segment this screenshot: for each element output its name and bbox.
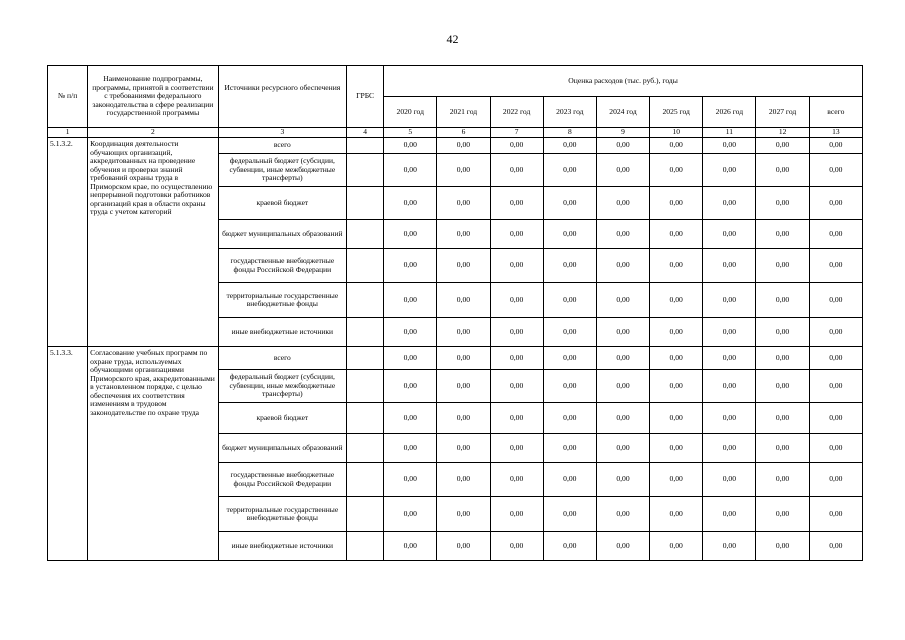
amount-cell: 0,00 — [596, 154, 649, 187]
amount-cell: 0,00 — [384, 220, 437, 249]
column-number: 11 — [703, 128, 756, 138]
amount-cell: 0,00 — [703, 403, 756, 434]
grbs-cell — [347, 463, 384, 497]
amount-cell: 0,00 — [490, 138, 543, 154]
amount-cell: 0,00 — [384, 347, 437, 370]
amount-cell: 0,00 — [809, 318, 862, 347]
column-number: 2 — [88, 128, 218, 138]
amount-cell: 0,00 — [437, 220, 490, 249]
amount-cell: 0,00 — [437, 370, 490, 403]
grbs-cell — [347, 138, 384, 154]
amount-cell: 0,00 — [543, 283, 596, 318]
amount-cell: 0,00 — [596, 283, 649, 318]
funding-source: иные внебюджетные источники — [218, 318, 346, 347]
amount-cell: 0,00 — [703, 187, 756, 220]
column-number: 8 — [543, 128, 596, 138]
amount-cell: 0,00 — [703, 283, 756, 318]
amount-cell: 0,00 — [809, 187, 862, 220]
grbs-cell — [347, 532, 384, 561]
header-row — [48, 66, 863, 97]
amount-cell: 0,00 — [490, 187, 543, 220]
table-row — [48, 347, 863, 370]
header-grbs: ГРБС — [347, 66, 384, 128]
grbs-cell — [347, 283, 384, 318]
column-number: 10 — [650, 128, 703, 138]
amount-cell: 0,00 — [384, 497, 437, 532]
amount-cell: 0,00 — [437, 434, 490, 463]
amount-cell: 0,00 — [596, 347, 649, 370]
header-year: 2024 год — [596, 97, 649, 128]
amount-cell: 0,00 — [596, 497, 649, 532]
amount-cell: 0,00 — [650, 434, 703, 463]
amount-cell: 0,00 — [596, 318, 649, 347]
grbs-cell — [347, 497, 384, 532]
amount-cell: 0,00 — [384, 370, 437, 403]
amount-cell: 0,00 — [809, 138, 862, 154]
amount-cell: 0,00 — [703, 434, 756, 463]
column-number: 13 — [809, 128, 862, 138]
amount-cell: 0,00 — [596, 220, 649, 249]
header-year: 2023 год — [543, 97, 596, 128]
amount-cell: 0,00 — [809, 497, 862, 532]
amount-cell: 0,00 — [650, 370, 703, 403]
amount-cell: 0,00 — [650, 138, 703, 154]
column-number: 3 — [218, 128, 346, 138]
amount-cell: 0,00 — [756, 249, 809, 283]
header-year: 2027 год — [756, 97, 809, 128]
amount-cell: 0,00 — [809, 434, 862, 463]
amount-cell: 0,00 — [756, 434, 809, 463]
column-number: 7 — [490, 128, 543, 138]
amount-cell: 0,00 — [756, 220, 809, 249]
column-number: 4 — [347, 128, 384, 138]
amount-cell: 0,00 — [543, 463, 596, 497]
funding-source: федеральный бюджет (субсидии, субвенции, иные межбюджетные трансферты) — [218, 154, 346, 187]
amount-cell: 0,00 — [437, 403, 490, 434]
amount-cell: 0,00 — [596, 249, 649, 283]
grbs-cell — [347, 187, 384, 220]
amount-cell: 0,00 — [703, 318, 756, 347]
amount-cell: 0,00 — [703, 138, 756, 154]
amount-cell: 0,00 — [756, 463, 809, 497]
amount-cell: 0,00 — [437, 318, 490, 347]
amount-cell: 0,00 — [809, 403, 862, 434]
amount-cell: 0,00 — [809, 532, 862, 561]
column-number: 12 — [756, 128, 809, 138]
amount-cell: 0,00 — [490, 249, 543, 283]
grbs-cell — [347, 318, 384, 347]
amount-cell: 0,00 — [809, 370, 862, 403]
funding-source: иные внебюджетные источники — [218, 532, 346, 561]
amount-cell: 0,00 — [543, 220, 596, 249]
amount-cell: 0,00 — [809, 154, 862, 187]
amount-cell: 0,00 — [809, 347, 862, 370]
amount-cell: 0,00 — [650, 220, 703, 249]
amount-cell: 0,00 — [596, 403, 649, 434]
amount-cell: 0,00 — [756, 187, 809, 220]
amount-cell: 0,00 — [703, 347, 756, 370]
page-number: 42 — [446, 32, 459, 46]
amount-cell: 0,00 — [809, 220, 862, 249]
amount-cell: 0,00 — [703, 532, 756, 561]
column-number: 6 — [437, 128, 490, 138]
amount-cell: 0,00 — [596, 463, 649, 497]
amount-cell: 0,00 — [756, 403, 809, 434]
amount-cell: 0,00 — [543, 138, 596, 154]
table-row — [48, 138, 863, 154]
amount-cell: 0,00 — [437, 497, 490, 532]
amount-cell: 0,00 — [437, 283, 490, 318]
amount-cell: 0,00 — [596, 138, 649, 154]
amount-cell: 0,00 — [490, 220, 543, 249]
amount-cell: 0,00 — [650, 347, 703, 370]
amount-cell: 0,00 — [543, 434, 596, 463]
amount-cell: 0,00 — [384, 154, 437, 187]
header-year: 2022 год — [490, 97, 543, 128]
amount-cell: 0,00 — [384, 434, 437, 463]
amount-cell: 0,00 — [437, 463, 490, 497]
amount-cell: 0,00 — [703, 370, 756, 403]
header-year: всего — [809, 97, 862, 128]
funding-source: государственные внебюджетные фонды Российской Федерации — [218, 463, 346, 497]
amount-cell: 0,00 — [384, 463, 437, 497]
amount-cell: 0,00 — [650, 249, 703, 283]
activity-name: Координация деятельности обучающих организаций, аккредитованных на проведение обучения и проверки знаний требований охраны труда в Приморском крае, по осуществлению непрерывной подготовки работников организаций края в области охраны труда с учетом категорий — [88, 138, 218, 347]
amount-cell: 0,00 — [650, 318, 703, 347]
amount-cell: 0,00 — [596, 434, 649, 463]
amount-cell: 0,00 — [650, 403, 703, 434]
amount-cell: 0,00 — [809, 249, 862, 283]
column-number-row — [48, 128, 863, 138]
funding-source: бюджет муниципальных образований — [218, 434, 346, 463]
amount-cell: 0,00 — [384, 283, 437, 318]
amount-cell: 0,00 — [650, 187, 703, 220]
column-number: 1 — [48, 128, 88, 138]
grbs-cell — [347, 370, 384, 403]
amount-cell: 0,00 — [490, 347, 543, 370]
amount-cell: 0,00 — [490, 283, 543, 318]
grbs-cell — [347, 403, 384, 434]
amount-cell: 0,00 — [543, 347, 596, 370]
column-number: 5 — [384, 128, 437, 138]
amount-cell: 0,00 — [543, 532, 596, 561]
amount-cell: 0,00 — [596, 370, 649, 403]
amount-cell: 0,00 — [756, 138, 809, 154]
amount-cell: 0,00 — [437, 187, 490, 220]
amount-cell: 0,00 — [756, 318, 809, 347]
amount-cell: 0,00 — [490, 154, 543, 187]
amount-cell: 0,00 — [543, 187, 596, 220]
header-name: Наименование подпрограммы, программы, принятой в соответствии с требованиями федерального законодательства в сфере реализации государственной программы — [88, 66, 218, 128]
funding-source: государственные внебюджетные фонды Российской Федерации — [218, 249, 346, 283]
amount-cell: 0,00 — [543, 497, 596, 532]
amount-cell: 0,00 — [756, 497, 809, 532]
amount-cell: 0,00 — [596, 187, 649, 220]
amount-cell: 0,00 — [437, 347, 490, 370]
amount-cell: 0,00 — [490, 463, 543, 497]
amount-cell: 0,00 — [543, 249, 596, 283]
amount-cell: 0,00 — [650, 463, 703, 497]
funding-source: краевой бюджет — [218, 403, 346, 434]
amount-cell: 0,00 — [596, 532, 649, 561]
header-num: № п/п — [48, 66, 88, 128]
header-year: 2026 год — [703, 97, 756, 128]
amount-cell: 0,00 — [703, 497, 756, 532]
grbs-cell — [347, 434, 384, 463]
amount-cell: 0,00 — [809, 283, 862, 318]
amount-cell: 0,00 — [543, 403, 596, 434]
amount-cell: 0,00 — [756, 154, 809, 187]
activity-name: Согласование учебных программ по охране труда, используемых обучающими организациями Приморского края, аккредитованными в установленном порядке, с целью обеспечения их соответствия изменениям в трудовом законодательстве по охране труда — [88, 347, 218, 561]
amount-cell: 0,00 — [650, 497, 703, 532]
amount-cell: 0,00 — [490, 434, 543, 463]
amount-cell: 0,00 — [437, 154, 490, 187]
amount-cell: 0,00 — [703, 249, 756, 283]
amount-cell: 0,00 — [384, 403, 437, 434]
funding-source: федеральный бюджет (субсидии, субвенции, иные межбюджетные трансферты) — [218, 370, 346, 403]
amount-cell: 0,00 — [756, 370, 809, 403]
row-id: 5.1.3.3. — [48, 347, 88, 561]
amount-cell: 0,00 — [756, 347, 809, 370]
grbs-cell — [347, 347, 384, 370]
header-year: 2021 год — [437, 97, 490, 128]
amount-cell: 0,00 — [703, 154, 756, 187]
amount-cell: 0,00 — [543, 370, 596, 403]
grbs-cell — [347, 154, 384, 187]
amount-cell: 0,00 — [384, 532, 437, 561]
amount-cell: 0,00 — [490, 497, 543, 532]
header-year: 2020 год — [384, 97, 437, 128]
amount-cell: 0,00 — [756, 283, 809, 318]
amount-cell: 0,00 — [809, 463, 862, 497]
funding-source: всего — [218, 347, 346, 370]
amount-cell: 0,00 — [543, 318, 596, 347]
grbs-cell — [347, 220, 384, 249]
header-estimate: Оценка расходов (тыс. руб.), годы — [384, 66, 863, 97]
amount-cell: 0,00 — [650, 154, 703, 187]
column-number: 9 — [596, 128, 649, 138]
header-year: 2025 год — [650, 97, 703, 128]
amount-cell: 0,00 — [650, 532, 703, 561]
funding-source: всего — [218, 138, 346, 154]
amount-cell: 0,00 — [703, 220, 756, 249]
amount-cell: 0,00 — [384, 318, 437, 347]
amount-cell: 0,00 — [384, 138, 437, 154]
amount-cell: 0,00 — [384, 187, 437, 220]
funding-source: бюджет муниципальных образований — [218, 220, 346, 249]
amount-cell: 0,00 — [437, 138, 490, 154]
amount-cell: 0,00 — [756, 532, 809, 561]
amount-cell: 0,00 — [543, 154, 596, 187]
amount-cell: 0,00 — [437, 532, 490, 561]
amount-cell: 0,00 — [490, 318, 543, 347]
amount-cell: 0,00 — [437, 249, 490, 283]
expense-table — [47, 65, 863, 561]
amount-cell: 0,00 — [490, 532, 543, 561]
amount-cell: 0,00 — [384, 249, 437, 283]
amount-cell: 0,00 — [703, 463, 756, 497]
amount-cell: 0,00 — [650, 283, 703, 318]
amount-cell: 0,00 — [490, 370, 543, 403]
row-id: 5.1.3.2. — [48, 138, 88, 347]
funding-source: территориальные государственные внебюджетные фонды — [218, 283, 346, 318]
funding-source: краевой бюджет — [218, 187, 346, 220]
funding-source: территориальные государственные внебюджетные фонды — [218, 497, 346, 532]
header-source: Источники ресурсного обеспечения — [218, 66, 346, 128]
amount-cell: 0,00 — [490, 403, 543, 434]
grbs-cell — [347, 249, 384, 283]
